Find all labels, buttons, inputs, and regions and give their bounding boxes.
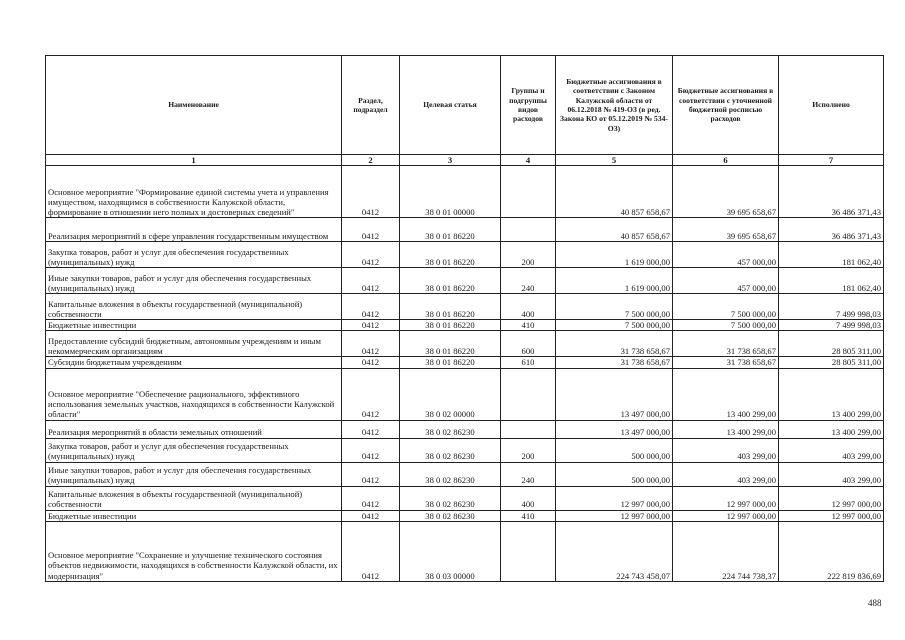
column-number: 1 xyxy=(46,155,342,166)
cell-refined-allocation: 31 738 658,67 xyxy=(673,331,779,357)
cell-section: 0412 xyxy=(342,331,400,357)
header-expense-group: Группы и подгруппы видов расходов xyxy=(501,56,556,155)
cell-name: Предоставление субсидий бюджетным, автономным учреждениям и иным некоммерческим организациям xyxy=(46,331,342,357)
cell-refined-allocation: 7 500 000,00 xyxy=(673,294,779,320)
column-number: 2 xyxy=(342,155,400,166)
header-law-allocation: Бюджетные ассигнования в соответствии с Законом Калужской области от 06.12.2018 № 419-ОЗ (в ред. Закона КО от 05.12.2019 № 534-ОЗ) xyxy=(556,56,673,155)
cell-law-allocation: 7 500 000,00 xyxy=(556,294,673,320)
cell-law-allocation: 1 619 000,00 xyxy=(556,242,673,268)
cell-name: Реализация мероприятий в области земельных отношений xyxy=(46,420,342,438)
cell-refined-allocation: 12 997 000,00 xyxy=(673,486,779,510)
cell-refined-allocation: 403 299,00 xyxy=(673,462,779,486)
column-number: 5 xyxy=(556,155,673,166)
cell-name: Основное мероприятие "Сохранение и улучшение технического состояния объектов недвижимости, находящихся в собственности Калужской области, их модернизация" xyxy=(46,521,342,581)
cell-executed: 7 499 998,03 xyxy=(779,320,884,331)
cell-refined-allocation: 13 400 299,00 xyxy=(673,420,779,438)
table-row xyxy=(46,368,884,420)
cell-section: 0412 xyxy=(342,521,400,581)
cell-target-article: 38 0 01 86220 xyxy=(400,268,501,294)
page-number: 488 xyxy=(868,598,882,608)
table-body xyxy=(46,166,884,582)
cell-executed: 13 400 299,00 xyxy=(779,420,884,438)
cell-law-allocation: 13 497 000,00 xyxy=(556,420,673,438)
column-number: 6 xyxy=(673,155,779,166)
header-executed: Исполнено xyxy=(779,56,884,155)
cell-target-article: 38 0 02 86230 xyxy=(400,510,501,521)
cell-target-article: 38 0 01 86220 xyxy=(400,218,501,242)
cell-name: Бюджетные инвестиции xyxy=(46,320,342,331)
cell-name: Основное мероприятие "Обеспечение рационального, эффективного использования земельных участков, находящихся в собственности Калужской области" xyxy=(46,368,342,420)
column-number: 7 xyxy=(779,155,884,166)
cell-name: Закупка товаров, работ и услуг для обеспечения государственных (муниципальных) нужд xyxy=(46,438,342,462)
cell-law-allocation: 500 000,00 xyxy=(556,462,673,486)
cell-law-allocation: 224 743 458,07 xyxy=(556,521,673,581)
cell-target-article: 38 0 02 86230 xyxy=(400,420,501,438)
cell-refined-allocation: 457 000,00 xyxy=(673,268,779,294)
cell-target-article: 38 0 01 86220 xyxy=(400,331,501,357)
cell-executed: 12 997 000,00 xyxy=(779,486,884,510)
header-target-article: Целевая статья xyxy=(400,56,501,155)
cell-name: Бюджетные инвестиции xyxy=(46,510,342,521)
cell-law-allocation: 7 500 000,00 xyxy=(556,320,673,331)
cell-target-article: 38 0 01 86220 xyxy=(400,357,501,368)
cell-refined-allocation: 13 400 299,00 xyxy=(673,368,779,420)
cell-expense-group: 610 xyxy=(501,357,556,368)
cell-name: Реализация мероприятий в сфере управления государственным имуществом xyxy=(46,218,342,242)
cell-executed: 181 062,40 xyxy=(779,268,884,294)
cell-expense-group xyxy=(501,420,556,438)
cell-expense-group: 410 xyxy=(501,510,556,521)
cell-executed: 403 299,00 xyxy=(779,462,884,486)
cell-name: Основное мероприятие "Формирование единой системы учета и управления имуществом, находящимся в собственности Калужской области, формирование в отношении него полных и достоверных сведений" xyxy=(46,166,342,218)
table-row xyxy=(46,510,884,521)
header-refined-allocation: Бюджетные ассигнования в соответствии с уточненной бюджетной росписью расходов xyxy=(673,56,779,155)
cell-executed: 181 062,40 xyxy=(779,242,884,268)
cell-target-article: 38 0 01 86220 xyxy=(400,242,501,268)
cell-target-article: 38 0 01 86220 xyxy=(400,294,501,320)
table-row xyxy=(46,294,884,320)
table-row xyxy=(46,331,884,357)
cell-section: 0412 xyxy=(342,510,400,521)
cell-executed: 403 299,00 xyxy=(779,438,884,462)
table-row xyxy=(46,521,884,581)
cell-executed: 13 400 299,00 xyxy=(779,368,884,420)
cell-expense-group xyxy=(501,368,556,420)
cell-section: 0412 xyxy=(342,218,400,242)
table-row xyxy=(46,242,884,268)
cell-refined-allocation: 457 000,00 xyxy=(673,242,779,268)
cell-expense-group: 400 xyxy=(501,486,556,510)
table-row xyxy=(46,462,884,486)
column-number-row xyxy=(46,155,884,166)
cell-expense-group: 200 xyxy=(501,438,556,462)
cell-executed: 222 819 836,69 xyxy=(779,521,884,581)
cell-name: Иные закупки товаров, работ и услуг для обеспечения государственных (муниципальных) нужд xyxy=(46,268,342,294)
cell-section: 0412 xyxy=(342,166,400,218)
cell-section: 0412 xyxy=(342,486,400,510)
cell-section: 0412 xyxy=(342,462,400,486)
cell-refined-allocation: 7 500 000,00 xyxy=(673,320,779,331)
cell-section: 0412 xyxy=(342,242,400,268)
cell-executed: 28 805 311,00 xyxy=(779,331,884,357)
table-row xyxy=(46,320,884,331)
cell-target-article: 38 0 02 86230 xyxy=(400,486,501,510)
cell-executed: 36 486 371,43 xyxy=(779,218,884,242)
cell-section: 0412 xyxy=(342,320,400,331)
cell-expense-group xyxy=(501,521,556,581)
cell-expense-group xyxy=(501,166,556,218)
cell-law-allocation: 12 997 000,00 xyxy=(556,510,673,521)
cell-target-article: 38 0 01 00000 xyxy=(400,166,501,218)
cell-refined-allocation: 12 997 000,00 xyxy=(673,510,779,521)
table-row xyxy=(46,166,884,218)
table-row xyxy=(46,268,884,294)
cell-expense-group: 200 xyxy=(501,242,556,268)
header-name: Наименование xyxy=(46,56,342,155)
cell-expense-group: 400 xyxy=(501,294,556,320)
cell-section: 0412 xyxy=(342,438,400,462)
cell-law-allocation: 40 857 658,67 xyxy=(556,166,673,218)
cell-executed: 28 805 311,00 xyxy=(779,357,884,368)
cell-law-allocation: 31 738 658,67 xyxy=(556,357,673,368)
cell-name: Капитальные вложения в объекты государственной (муниципальной) собственности xyxy=(46,294,342,320)
cell-refined-allocation: 39 695 658,67 xyxy=(673,218,779,242)
cell-refined-allocation: 224 744 738,37 xyxy=(673,521,779,581)
cell-section: 0412 xyxy=(342,420,400,438)
cell-law-allocation: 1 619 000,00 xyxy=(556,268,673,294)
budget-execution-table xyxy=(45,55,884,582)
cell-executed: 36 486 371,43 xyxy=(779,166,884,218)
cell-expense-group: 240 xyxy=(501,462,556,486)
table-row xyxy=(46,420,884,438)
cell-law-allocation: 12 997 000,00 xyxy=(556,486,673,510)
cell-refined-allocation: 39 695 658,67 xyxy=(673,166,779,218)
cell-target-article: 38 0 01 86220 xyxy=(400,320,501,331)
cell-law-allocation: 13 497 000,00 xyxy=(556,368,673,420)
cell-refined-allocation: 403 299,00 xyxy=(673,438,779,462)
column-number: 3 xyxy=(400,155,501,166)
cell-section: 0412 xyxy=(342,268,400,294)
cell-law-allocation: 40 857 658,67 xyxy=(556,218,673,242)
header-row xyxy=(46,56,884,155)
table-row xyxy=(46,357,884,368)
cell-name: Капитальные вложения в объекты государственной (муниципальной) собственности xyxy=(46,486,342,510)
cell-law-allocation: 500 000,00 xyxy=(556,438,673,462)
cell-target-article: 38 0 02 00000 xyxy=(400,368,501,420)
cell-target-article: 38 0 03 00000 xyxy=(400,521,501,581)
cell-executed: 12 997 000,00 xyxy=(779,510,884,521)
table-row xyxy=(46,218,884,242)
column-number: 4 xyxy=(501,155,556,166)
cell-section: 0412 xyxy=(342,294,400,320)
cell-target-article: 38 0 02 86230 xyxy=(400,462,501,486)
table-row xyxy=(46,438,884,462)
cell-section: 0412 xyxy=(342,368,400,420)
cell-expense-group: 240 xyxy=(501,268,556,294)
cell-refined-allocation: 31 738 658,67 xyxy=(673,357,779,368)
cell-name: Закупка товаров, работ и услуг для обеспечения государственных (муниципальных) нужд xyxy=(46,242,342,268)
cell-executed: 7 499 998,03 xyxy=(779,294,884,320)
cell-section: 0412 xyxy=(342,357,400,368)
cell-expense-group: 410 xyxy=(501,320,556,331)
table-row xyxy=(46,486,884,510)
cell-expense-group xyxy=(501,218,556,242)
cell-expense-group: 600 xyxy=(501,331,556,357)
cell-name: Субсидии бюджетным учреждениям xyxy=(46,357,342,368)
cell-target-article: 38 0 02 86230 xyxy=(400,438,501,462)
cell-law-allocation: 31 738 658,67 xyxy=(556,331,673,357)
cell-name: Иные закупки товаров, работ и услуг для обеспечения государственных (муниципальных) нужд xyxy=(46,462,342,486)
header-section: Раздел, подраздел xyxy=(342,56,400,155)
